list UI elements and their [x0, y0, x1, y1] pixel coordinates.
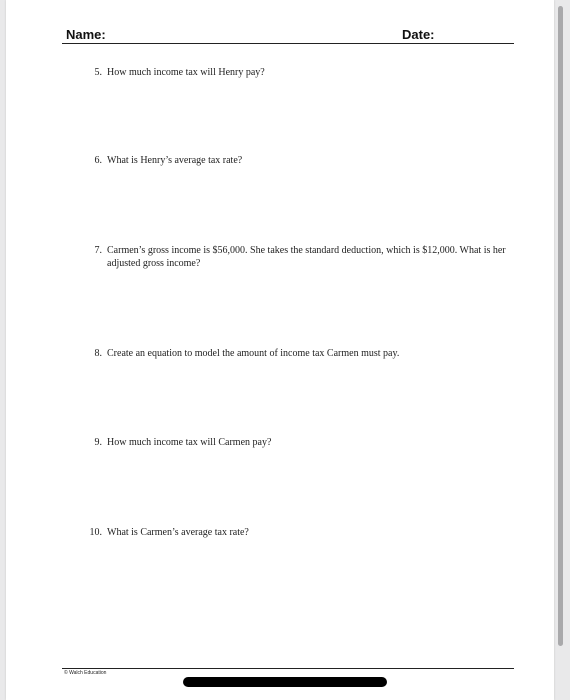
question-number: 5.	[94, 67, 102, 78]
name-label: Name:	[66, 27, 106, 42]
question-number: 6.	[94, 155, 102, 166]
question-text: What is Henry’s average tax rate?	[107, 155, 243, 166]
question-number: 7.	[94, 245, 102, 256]
question-text: What is Carmen’s average tax rate?	[107, 527, 249, 538]
question-number: 9.	[94, 437, 102, 448]
home-indicator[interactable]	[183, 677, 387, 687]
question-text: Carmen’s gross income is $56,000. She takes the standard deduction, which is $12,000. What is her adjusted gross income?	[107, 245, 506, 269]
date-label: Date:	[402, 27, 435, 42]
worksheet-footer	[62, 668, 514, 676]
question-text: How much income tax will Carmen pay?	[107, 437, 272, 448]
worksheet-header	[62, 27, 514, 44]
question-number: 10.	[89, 527, 102, 538]
question-number: 8.	[94, 348, 102, 359]
worksheet-page	[6, 0, 554, 700]
publisher-credit: © Walch Education	[64, 670, 107, 676]
vertical-scrollbar[interactable]	[558, 6, 563, 646]
question-text: How much income tax will Henry pay?	[107, 67, 265, 78]
question-text: Create an equation to model the amount of income tax Carmen must pay.	[107, 348, 400, 359]
